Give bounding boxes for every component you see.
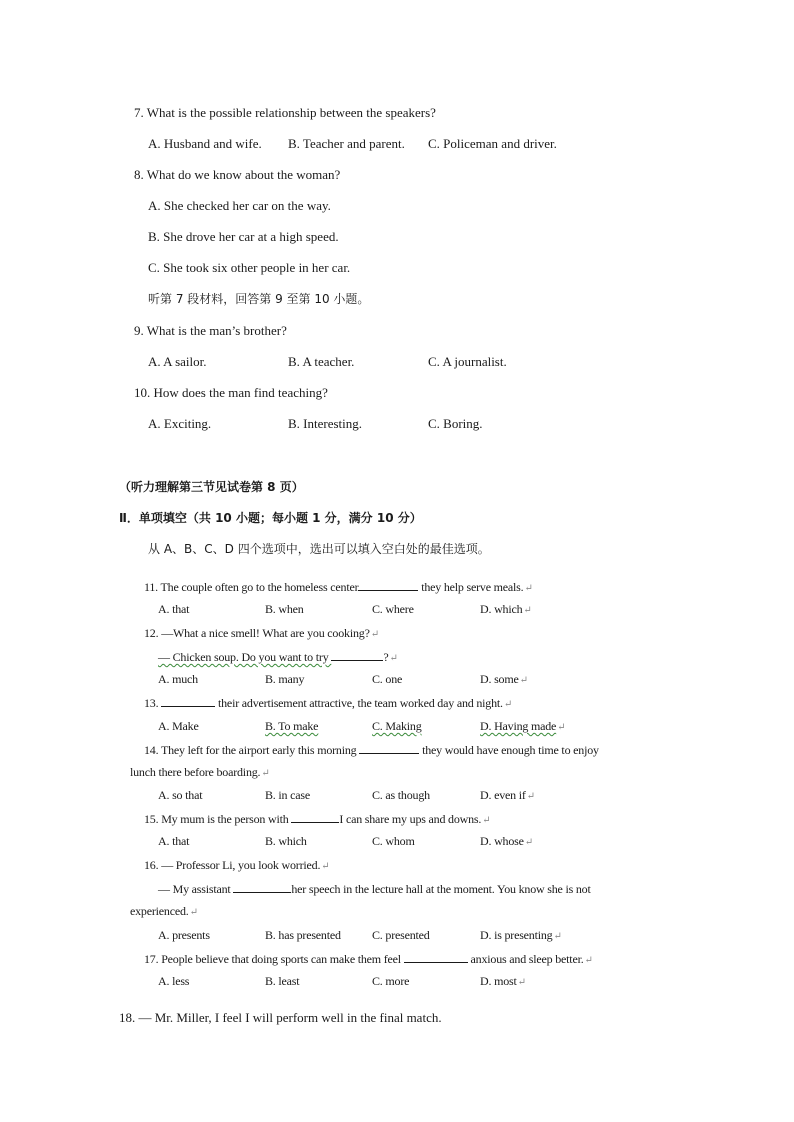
answer-blank [358,578,418,591]
q17-option-c: C. more [372,974,410,988]
q10-option-a: A. Exciting. [148,416,212,431]
q12-option-d: D. some↵ [480,672,528,686]
q12-option-a: A. much [158,672,198,686]
question-12-line1: 12. —What a nice smell! What are you cooking?↵ [144,626,379,640]
q14-option-d: D. even if↵ [480,788,535,802]
paragraph-mark: ↵ [524,837,533,848]
paragraph-mark: ↵ [189,907,198,918]
question-7-stem: 7. What is the possible relationship between the speakers? [134,105,436,120]
q17-option-d: D. most↵ [480,974,526,988]
listening-section3-note: （听力理解第三节见试卷第 8 页） [119,480,304,494]
q11-option-c: C. where [372,602,414,616]
answer-blank [404,950,468,963]
q10-option-b: B. Interesting. [288,416,363,431]
question-10-stem: 10. How does the man find teaching? [134,385,328,400]
q13-option-d: D. Having made↵ [480,719,566,733]
question-18-stem: 18. — Mr. Miller, I feel I will perform well in the final match. [119,1010,442,1025]
q17-option-a: A. less [158,974,190,988]
paragraph-mark: ↵ [584,955,593,966]
q12-option-c: C. one [372,672,403,686]
q15-option-d: D. whose↵ [480,834,533,848]
q14-option-c: C. as though [372,788,430,802]
q11-option-d: D. which↵ [480,602,532,616]
listening-instruction: 听第 7 段材料，回答第 9 至第 10 小题。 [148,292,370,306]
paragraph-mark: ↵ [553,931,562,942]
q9-option-a: A. A sailor. [148,354,207,369]
section-2-instruction: 从 A、B、C、D 四个选项中，选出可以填入空白处的最佳选项。 [148,542,490,556]
question-17-stem: 17. People believe that doing sports can make them feel anxious and sleep better.↵ [144,952,593,966]
question-14-stem: 14. They left for the airport early this morning they would have enough time to enjoy [144,743,599,757]
q14-option-a: A. so that [158,788,203,802]
section-2-title: Ⅱ．单项填空（共 10 小题；每小题 1 分，满分 10 分） [119,511,422,525]
paragraph-mark: ↵ [523,605,532,616]
paragraph-mark: ↵ [524,583,533,594]
paragraph-mark: ↵ [482,815,491,826]
q16-option-a: A. presents [158,928,210,942]
paragraph-mark: ↵ [519,675,528,686]
question-8-stem: 8. What do we know about the woman? [134,167,341,182]
paragraph-mark: ↵ [517,977,526,988]
answer-blank [233,880,291,893]
paragraph-mark: ↵ [389,653,398,664]
q8-option-c: C. She took six other people in her car. [148,260,351,275]
paragraph-mark: ↵ [557,722,566,733]
q16-option-c: C. presented [372,928,430,942]
q16-option-b: B. has presented [265,928,341,942]
question-13-stem: 13. their advertisement attractive, the team worked day and night.↵ [144,696,513,710]
q11-option-a: A. that [158,602,190,616]
paragraph-mark: ↵ [261,768,270,779]
answer-blank [331,648,383,661]
q13-option-a: A. Make [158,719,199,733]
q13-option-c: C. Making [372,719,422,733]
q9-option-c: C. A journalist. [428,354,507,369]
q15-option-a: A. that [158,834,190,848]
question-15-stem: 15. My mum is the person with I can share my ups and downs.↵ [144,812,491,826]
q8-option-a: A. She checked her car on the way. [148,198,331,213]
answer-blank [359,741,419,754]
q7-option-b: B. Teacher and parent. [288,136,405,151]
question-16-continuation: experienced.↵ [130,904,198,918]
question-16-line2: — My assistant her speech in the lecture hall at the moment. You know she is not [158,882,591,896]
paragraph-mark: ↵ [503,699,513,710]
question-9-stem: 9. What is the man’s brother? [134,323,287,338]
question-11-stem: 11. The couple often go to the homeless center they help serve meals.↵ [144,580,533,594]
q7-option-a: A. Husband and wife. [148,136,262,151]
q11-option-b: B. when [265,602,304,616]
question-16-line1: 16. — Professor Li, you look worried.↵ [144,858,330,872]
paragraph-mark: ↵ [321,861,330,872]
q8-option-b: B. She drove her car at a high speed. [148,229,339,244]
question-12-line2: — Chicken soup. Do you want to try ?↵ [158,650,398,664]
q14-option-b: B. in case [265,788,310,802]
q13-option-b: B. To make [265,719,319,733]
answer-blank [161,694,215,707]
q15-option-c: C. whom [372,834,415,848]
q10-option-c: C. Boring. [428,416,483,431]
paragraph-mark: ↵ [526,791,535,802]
q9-option-b: B. A teacher. [288,354,355,369]
q17-option-b: B. least [265,974,300,988]
question-14-continuation: lunch there before boarding.↵ [130,765,270,779]
q12-option-b: B. many [265,672,305,686]
q15-option-b: B. which [265,834,307,848]
q16-option-d: D. is presenting↵ [480,928,562,942]
answer-blank [291,810,339,823]
paragraph-mark: ↵ [370,629,379,640]
q7-option-c: C. Policeman and driver. [428,136,557,151]
